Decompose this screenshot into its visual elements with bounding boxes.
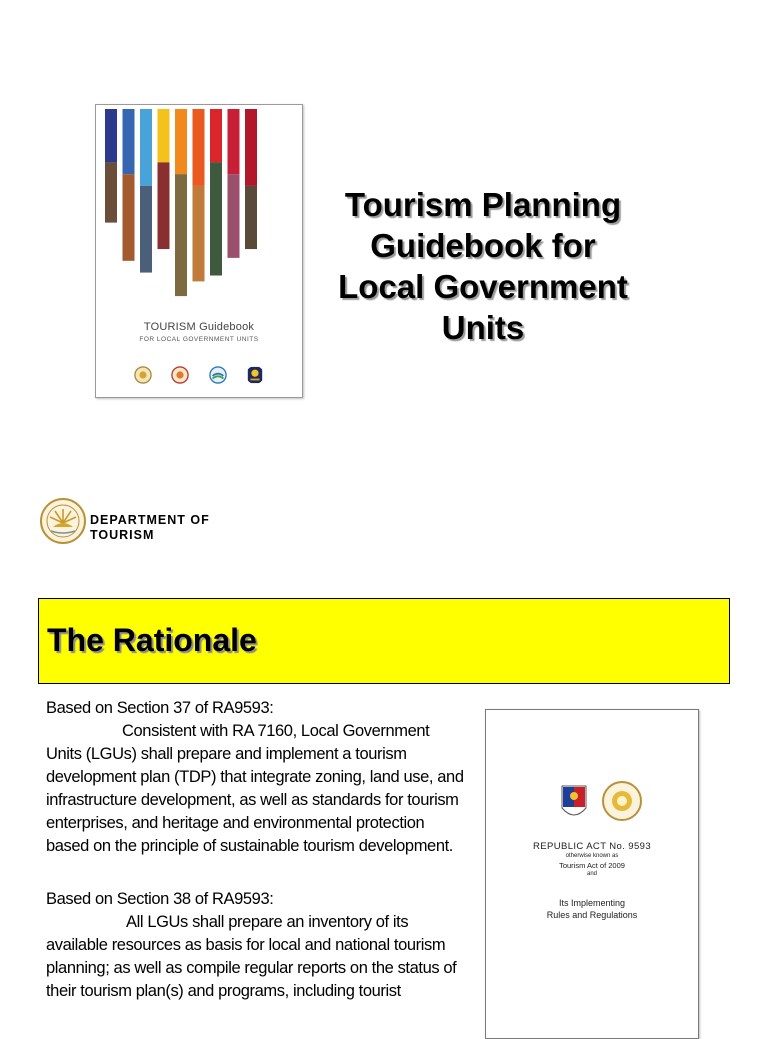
cover-strip-photo	[175, 174, 187, 296]
section37-text: Consistent with RA 7160, Local Government Units (LGUs) shall prepare and implement a tourism development plan (TDP) that integrate zoning, land use, and infrastructure development, as well as standards for tourism enterprises, and heritage and environmental protection based on the principle of sustainable tourism development.	[46, 722, 464, 855]
cover-strip	[193, 109, 205, 186]
ra-aka: otherwise known as	[565, 853, 619, 859]
cover-strip	[228, 109, 240, 174]
ra-title: REPUBLIC ACT No. 9593	[532, 841, 652, 852]
cover-strip	[245, 109, 257, 186]
department-of-tourism-seal-icon	[134, 366, 152, 384]
ra-and: and	[586, 871, 597, 877]
cover-strips-graphic	[96, 105, 303, 398]
cover-strip-photo	[123, 174, 135, 261]
cover-logos	[134, 364, 264, 386]
philippines-brand-logo-icon	[246, 366, 264, 384]
cover-title: TOURISM Guidebook	[143, 321, 255, 333]
section38-text: All LGUs shall prepare an inventory of its available resources as basis for local and national tourism planning; as well as compile regular reports on the status of their tourism plan(s) and programs, including tourist	[46, 913, 457, 1000]
tourism-seal-icon	[171, 366, 189, 384]
cover-strip-photo	[210, 162, 222, 275]
title-line: Local Government	[338, 268, 628, 305]
guidebook-cover-image	[95, 104, 303, 398]
rationale-heading: The Rationale	[47, 622, 257, 658]
rationale-body	[46, 697, 466, 1003]
cover-strip-photo	[245, 186, 257, 249]
cover-strip	[175, 109, 187, 174]
section38-label: Based on Section 38 of RA9593:	[46, 890, 274, 908]
cover-strip	[210, 109, 222, 162]
cover-strip	[105, 109, 117, 162]
department-name-line: DEPARTMENT OF	[90, 513, 210, 527]
cover-subtitle: FOR LOCAL GOVERNMENT UNITS	[139, 336, 259, 343]
cover-strip	[158, 109, 170, 162]
cover-strip-photo	[193, 186, 205, 281]
ra-irr-line1: Its Implementing	[558, 898, 626, 908]
ra-act-name: Tourism Act of 2009	[559, 861, 625, 870]
cover-strip-photo	[140, 186, 152, 273]
rationale-heading-bar	[38, 598, 730, 684]
cover-strip	[140, 109, 152, 186]
title-line: Units	[441, 309, 525, 346]
department-name	[90, 513, 210, 543]
cover-strip-photo	[105, 162, 117, 222]
tieza-seal-icon	[209, 366, 227, 384]
department-of-tourism-seal-icon	[603, 782, 641, 820]
title-line: Tourism Planning	[344, 186, 622, 223]
cover-strip	[123, 109, 135, 174]
republic-act-document-image	[485, 709, 699, 1039]
department-of-tourism-logo-icon	[39, 497, 87, 545]
title-line: Guidebook for	[370, 227, 596, 264]
cover-strip-photo	[158, 162, 170, 249]
cover-strip-photo	[228, 174, 240, 258]
ra-document-seals	[548, 780, 648, 830]
ra-irr-line2: Rules and Regulations	[546, 910, 638, 920]
philippine-seal-icon	[562, 786, 586, 815]
section37-label: Based on Section 37 of RA9593:	[46, 699, 274, 717]
presentation-title	[300, 184, 666, 348]
department-name-line: TOURISM	[90, 528, 155, 542]
